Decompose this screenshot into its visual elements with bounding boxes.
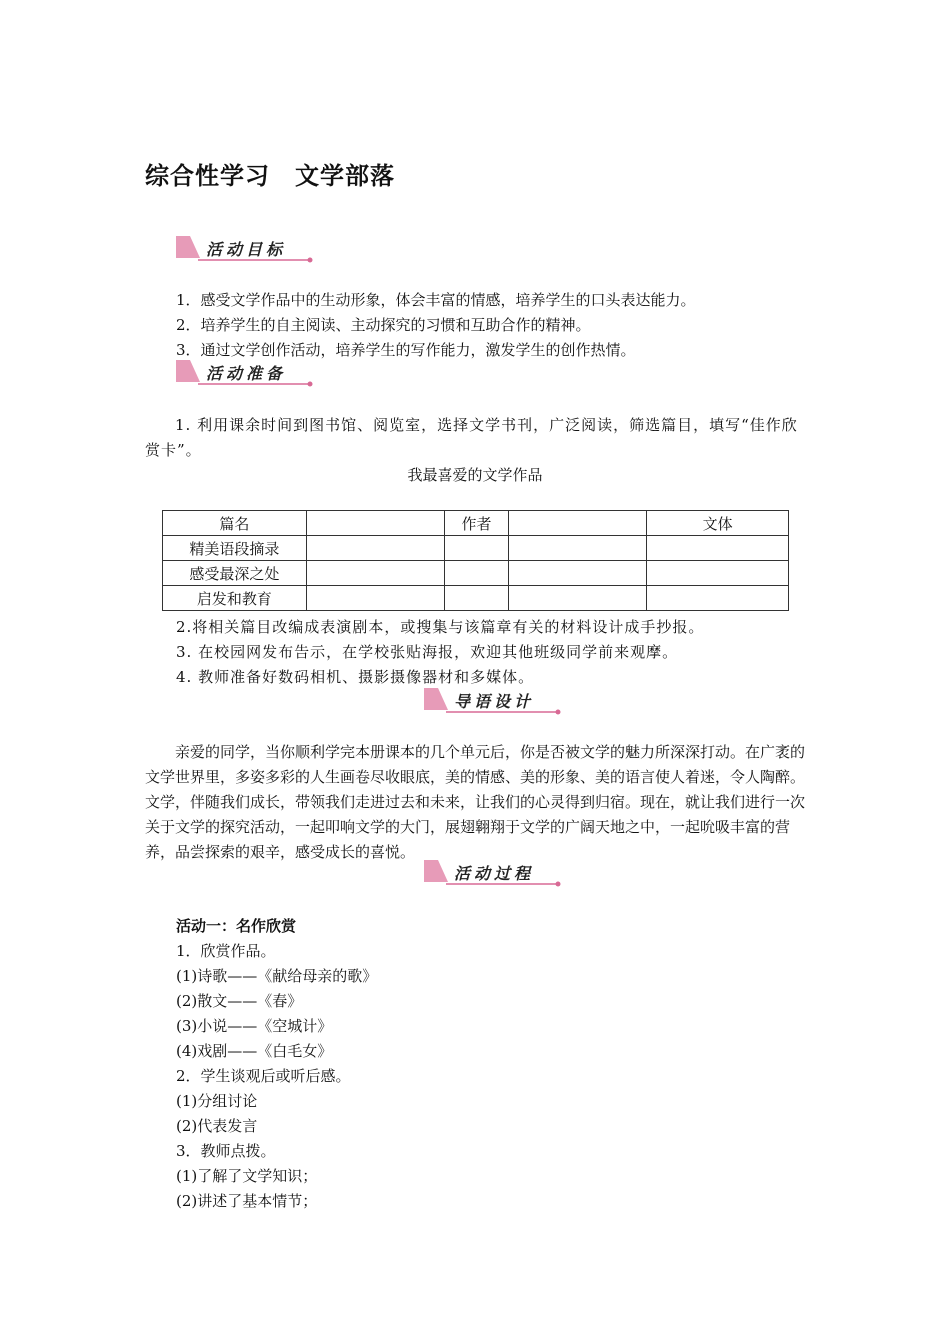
process-line: (4)戏剧——《白毛女》 xyxy=(176,1042,333,1060)
section-heading-intro: 导语设计 xyxy=(454,692,535,711)
prep-item-1: 1. 利用课余时间到图书馆、阅览室，选择文学书刊，广泛阅读，筛选篇目，填写“佳作欣赏卡”。 xyxy=(145,416,798,459)
process-line: (2)代表发言 xyxy=(176,1117,258,1135)
goal-item: 2．培养学生的自主阅读、主动探究的习惯和互助合作的精神。 xyxy=(176,316,591,334)
table-cell-empty xyxy=(306,561,444,586)
table-row-label: 精美语段摘录 xyxy=(163,536,307,561)
section-banner-prep xyxy=(176,358,316,394)
goal-item: 1．感受文学作品中的生动形象，体会丰富的情感，培养学生的口头表达能力。 xyxy=(176,291,696,309)
table-header-cell: 篇名 xyxy=(163,511,307,536)
section-banner-goals xyxy=(176,234,316,270)
table-cell-empty xyxy=(509,586,647,611)
prep-item: 3. 在校园网发布告示，在学校张贴海报，欢迎其他班级同学前来观摩。 xyxy=(176,643,679,661)
process-line: 2．学生谈观后或听后感。 xyxy=(176,1067,351,1085)
activity-title: 活动一：名作欣赏 xyxy=(176,917,297,935)
section-heading-process: 活动过程 xyxy=(454,864,535,883)
table-cell-empty xyxy=(647,561,789,586)
section-banner-process xyxy=(424,858,564,894)
table-row xyxy=(163,586,789,611)
table-cell-empty xyxy=(444,586,509,611)
prep-item: 2.将相关篇目改编成表演剧本，或搜集与该篇章有关的材料设计成手抄报。 xyxy=(176,618,705,636)
table-cell-empty xyxy=(647,536,789,561)
table-cell-empty xyxy=(306,536,444,561)
table-row xyxy=(163,561,789,586)
table-header-cell: 作者 xyxy=(444,511,509,536)
table-header-cell: 文体 xyxy=(647,511,789,536)
process-line: 3．教师点拨。 xyxy=(176,1142,276,1160)
table-header-row xyxy=(163,511,789,536)
process-line: (2)讲述了基本情节； xyxy=(176,1192,318,1210)
favorite-works-table xyxy=(162,510,789,611)
process-line: (1)了解了文学知识； xyxy=(176,1167,318,1185)
prep-item: 4. 教师准备好数码相机、摄影摄像器材和多媒体。 xyxy=(176,668,535,686)
section-banner-intro xyxy=(424,686,564,722)
process-line: (2)散文——《春》 xyxy=(176,992,303,1010)
table-row-label: 感受最深之处 xyxy=(163,561,307,586)
table-cell-empty xyxy=(306,511,444,536)
process-line: (3)小说——《空城计》 xyxy=(176,1017,333,1035)
table-cell-empty xyxy=(444,536,509,561)
table-row-label: 启发和教育 xyxy=(163,586,307,611)
process-line: (1)诗歌——《献给母亲的歌》 xyxy=(176,967,378,985)
table-cell-empty xyxy=(306,586,444,611)
intro-paragraph: 亲爱的同学，当你顺利学完本册课本的几个单元后，你是否被文学的魅力所深深打动。在广袤的文学世界里，多姿多彩的人生画卷尽收眼底，美的情感、美的形象、美的语言使人着迷，令人陶醉。文学，伴随我们成长，带领我们走进过去和未来，让我们的心灵得到归宿。现在，就让我们进行一次关于文学的探究活动，一起叩响文学的大门，展翅翱翔于文学的广阔天地之中，一起吮吸丰富的营养，品尝探索的艰辛，感受成长的喜悦。 xyxy=(145,743,806,861)
table-cell-empty xyxy=(509,511,647,536)
table-cell-empty xyxy=(444,561,509,586)
process-line: 1．欣赏作品。 xyxy=(176,942,276,960)
section-heading-prep: 活动准备 xyxy=(206,364,287,383)
section-heading-goals: 活动目标 xyxy=(206,240,287,259)
table-cell-empty xyxy=(509,536,647,561)
table-cell-empty xyxy=(509,561,647,586)
table-cell-empty xyxy=(647,586,789,611)
process-line: (1)分组讨论 xyxy=(176,1092,258,1110)
table-row xyxy=(163,536,789,561)
table-caption: 我最喜爱的文学作品 xyxy=(407,466,543,484)
page-title: 综合性学习 文学部落 xyxy=(145,162,395,190)
goal-item: 3．通过文学创作活动，培养学生的写作能力，激发学生的创作热情。 xyxy=(176,341,636,359)
